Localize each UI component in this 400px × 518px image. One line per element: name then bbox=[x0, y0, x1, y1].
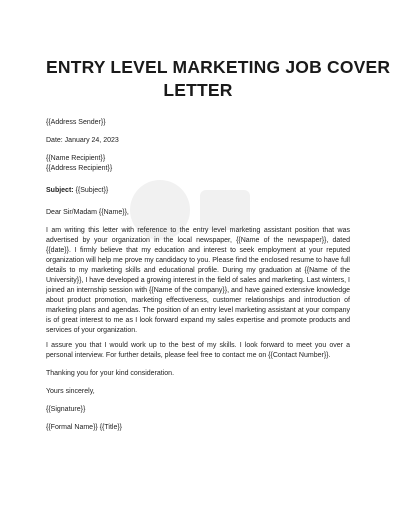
letter-body bbox=[46, 118, 350, 433]
title-line-1: ENTRY LEVEL MARKETING JOB COVER bbox=[46, 57, 391, 77]
address-sender: {{Address Sender}} bbox=[46, 119, 106, 126]
name-recipient: {{Name Recipient}} bbox=[46, 155, 106, 162]
subject-value: {{Subject}} bbox=[73, 187, 109, 194]
title-line-2: LETTER bbox=[163, 80, 233, 100]
thanks-line: Thanking you for your kind consideration. bbox=[46, 370, 175, 377]
subject-label: Subject: bbox=[46, 187, 74, 194]
paragraph-1: I am writing this letter with reference to the entry level marketing assistant position that was advertised by your organization in the local newspaper, {{Name of the newspaper}}, dated {{date}}. I firmly believe that my education and interest to seek employment at your reputed organization will help me prove my candidacy to you. Please find the enclosed resume to have full details to my marketing skills and educational profile. During my graduation at {{Name of the University}}, I have developed a growing interest in the field of sales and marketing. Last winters, I joined an internship session with {{Name of the company}}, and have gained extensive knowledge about product promotion, marketing effectiveness, customer relationships and introduction of marketing plans and agendas. The position of an entry level marketing assistant at your company is of great interest to me as I look forward expand my sales expertise and promote products and services of your organization. bbox=[46, 227, 350, 334]
paragraph-2: I assure you that I would work up to the best of my skills. I look forward to meet you over a personal interview. For further details, please feel free to contact me on {{Contact Number}}. bbox=[46, 342, 350, 359]
signature-placeholder: {{Signature}} bbox=[46, 406, 86, 413]
formal-name-placeholder: {{Formal Name}} {{Title}} bbox=[46, 424, 123, 431]
letter-date: Date: January 24, 2023 bbox=[46, 137, 119, 144]
subject-line bbox=[46, 186, 350, 196]
document-title bbox=[46, 0, 391, 102]
closing-line: Yours sincerely, bbox=[46, 388, 95, 395]
address-recipient: {{Address Recipient}} bbox=[46, 165, 113, 172]
salutation: Dear Sir/Madam {{Name}}, bbox=[46, 209, 129, 216]
